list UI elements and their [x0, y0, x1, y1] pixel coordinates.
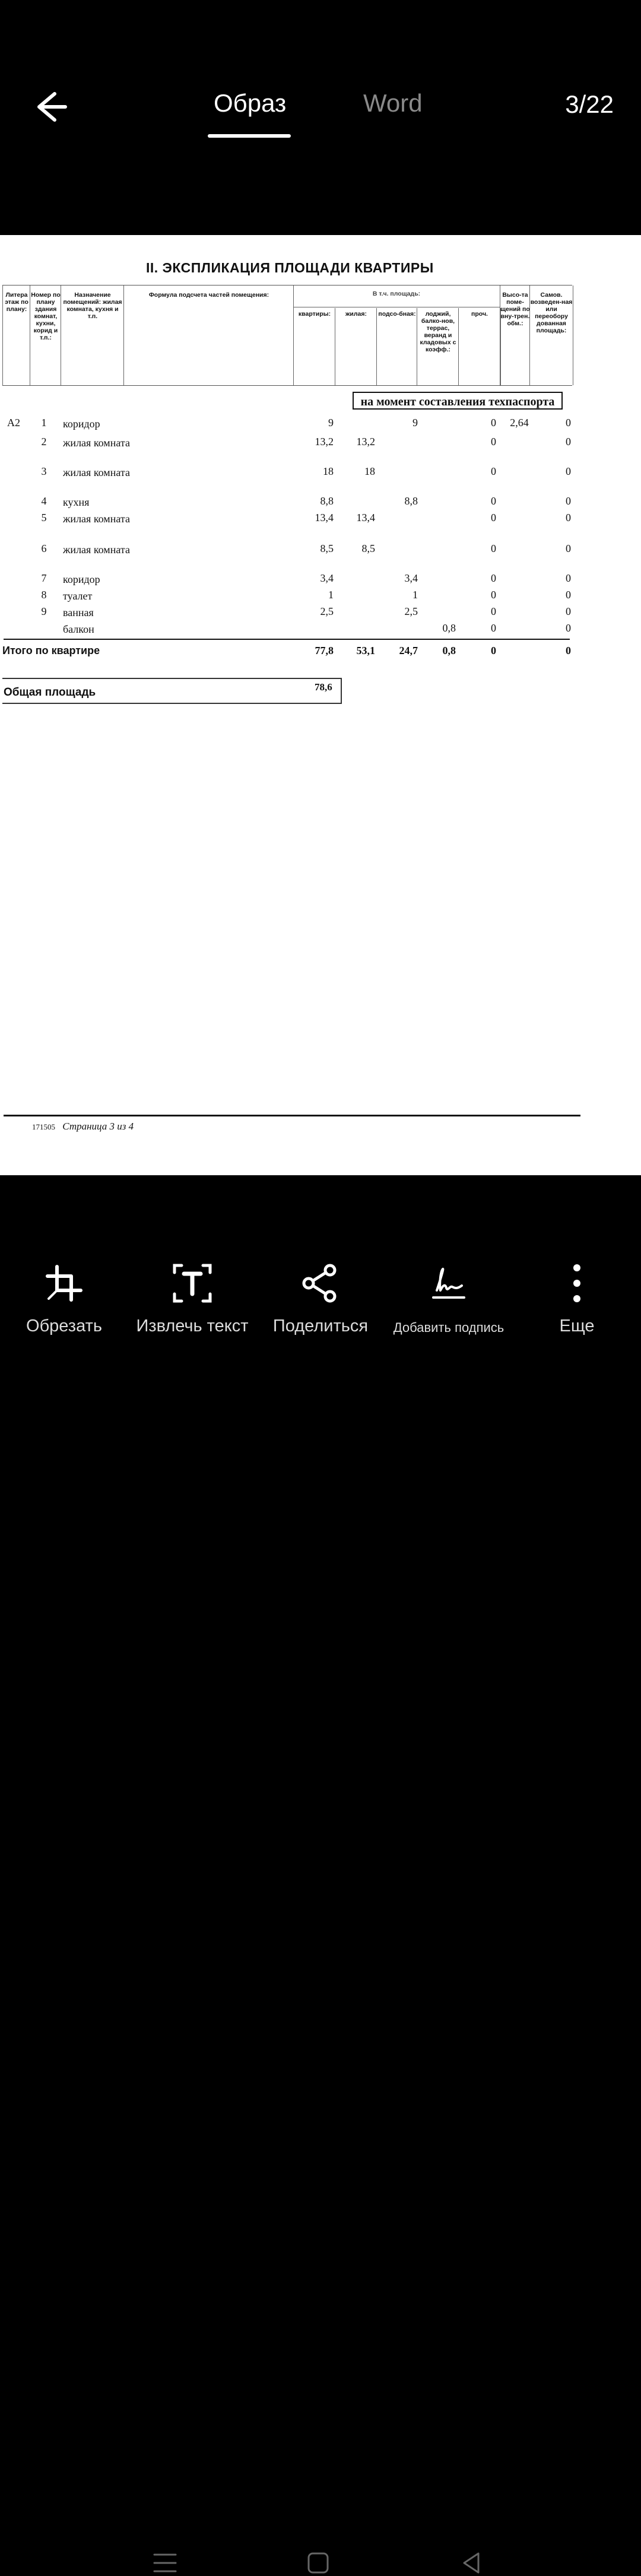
crop-button[interactable] — [0, 1262, 128, 1336]
col-other: проч. — [458, 308, 501, 385]
row-living: 18 — [364, 465, 375, 477]
table-row — [0, 572, 582, 590]
total-loggia: 0,8 — [442, 645, 456, 656]
row-area: 8,5 — [320, 543, 334, 554]
general-area-label: Общая площадь — [4, 686, 96, 699]
row-area: 3,4 — [320, 572, 334, 584]
top-bar — [0, 0, 641, 235]
row-aux: 1 — [412, 589, 418, 601]
row-litera: А2 — [7, 417, 20, 429]
back-button[interactable] — [31, 88, 69, 126]
row-name: коридор — [63, 418, 100, 430]
extract-text-button[interactable] — [128, 1262, 256, 1336]
table-header — [2, 285, 572, 386]
total-selfbuilt: 0 — [566, 645, 571, 656]
col-group-label: В т.ч. площадь: — [372, 290, 421, 297]
tab-word[interactable]: Word — [363, 89, 423, 117]
row-living: 13,2 — [356, 436, 375, 448]
footer-rule — [4, 1115, 580, 1116]
tab-image[interactable]: Образ — [214, 89, 287, 117]
row-selfbuilt: 0 — [566, 622, 571, 634]
row-area: 13,4 — [315, 512, 334, 524]
more-vertical-icon — [556, 1262, 598, 1305]
col-number: Номер по плану здания комнат, кухни, корид и т.п.: — [30, 285, 61, 385]
col-litera: Литера этаж по плану: — [2, 285, 30, 385]
col-aux: подсо-бная: — [376, 308, 417, 385]
row-selfbuilt: 0 — [566, 572, 571, 584]
row-number: 9 — [41, 605, 47, 617]
row-area: 13,2 — [315, 436, 334, 448]
row-aux: 3,4 — [404, 572, 418, 584]
row-selfbuilt: 0 — [566, 436, 571, 448]
row-other: 0 — [491, 572, 496, 584]
bottom-toolbar — [0, 1175, 641, 1432]
arrow-left-icon — [31, 88, 69, 126]
row-selfbuilt: 0 — [566, 512, 571, 524]
moment-label: на момент составления техпаспорта — [353, 392, 563, 410]
row-name: жилая комната — [63, 544, 130, 556]
document-page — [0, 235, 641, 1175]
table-row — [0, 417, 582, 434]
row-area: 18 — [323, 465, 334, 477]
back-triangle-icon[interactable] — [458, 2550, 484, 2576]
row-number: 3 — [41, 465, 47, 477]
page-footer — [32, 1121, 134, 1132]
row-name: жилая комната — [63, 437, 130, 449]
row-other: 0 — [491, 417, 496, 429]
footer-code: 171505 — [32, 1122, 55, 1131]
table-row — [0, 495, 582, 513]
col-loggia: лоджий, балко-нов, террас, веранд и кладовых с коэфф.: — [417, 308, 459, 385]
page-counter: 3/22 — [565, 90, 614, 118]
add-signature-label: Добавить подпись — [393, 1320, 504, 1335]
table-row — [0, 622, 582, 640]
row-other: 0 — [491, 495, 496, 507]
table-row — [0, 543, 582, 560]
col-height: Высо-та поме-щений по вну-трен. обм.: — [500, 285, 530, 385]
document-title: II. ЭКСПЛИКАЦИЯ ПЛОЩАДИ КВАРТИРЫ — [146, 260, 434, 275]
share-button[interactable] — [256, 1262, 385, 1336]
table-row — [0, 512, 582, 529]
row-other: 0 — [491, 605, 496, 617]
col-area: квартиры: — [293, 308, 335, 385]
row-other: 0 — [491, 436, 496, 448]
row-name: туалет — [63, 590, 93, 602]
row-selfbuilt: 0 — [566, 589, 571, 601]
row-name: балкон — [63, 623, 94, 635]
signature-icon — [427, 1262, 470, 1305]
row-area: 9 — [328, 417, 334, 429]
row-number: 2 — [41, 436, 47, 448]
row-loggia: 0,8 — [442, 622, 456, 634]
row-height: 2,64 — [510, 417, 529, 429]
total-aux: 24,7 — [399, 645, 418, 656]
table-row — [0, 436, 582, 453]
extract-text-label: Извлечь текст — [136, 1316, 249, 1335]
row-living: 8,5 — [361, 543, 375, 554]
row-number: 6 — [41, 543, 47, 554]
row-selfbuilt: 0 — [566, 543, 571, 554]
col-formula: Формула подсчета частей помещения: — [123, 285, 294, 385]
total-divider — [4, 639, 570, 640]
total-row — [2, 645, 578, 662]
active-tab-indicator — [208, 134, 291, 138]
extract-text-icon — [171, 1262, 214, 1305]
total-other: 0 — [491, 645, 496, 656]
home-icon[interactable] — [305, 2550, 331, 2576]
row-number: 8 — [41, 589, 47, 601]
row-area: 8,8 — [320, 495, 334, 507]
total-label: Итого по квартире — [2, 645, 100, 656]
col-name: Назначение помещений: жилая комната, кухня и т.п. — [61, 285, 124, 385]
row-name: жилая комната — [63, 467, 130, 478]
row-living: 13,4 — [356, 512, 375, 524]
crop-icon — [43, 1262, 85, 1305]
row-number: 4 — [41, 495, 47, 507]
row-other: 0 — [491, 589, 496, 601]
row-area: 1 — [328, 589, 334, 601]
general-area-value: 78,6 — [315, 681, 332, 693]
table-row — [0, 605, 582, 623]
total-living: 53,1 — [356, 645, 375, 656]
recent-apps-icon[interactable] — [152, 2550, 178, 2576]
add-signature-button[interactable] — [385, 1262, 513, 1335]
row-selfbuilt: 0 — [566, 465, 571, 477]
row-selfbuilt: 0 — [566, 495, 571, 507]
more-button[interactable] — [513, 1262, 641, 1336]
row-aux: 2,5 — [404, 605, 418, 617]
share-label: Поделиться — [272, 1316, 369, 1335]
row-other: 0 — [491, 543, 496, 554]
table-row — [0, 465, 582, 483]
row-name: коридор — [63, 573, 100, 585]
col-living: жилая: — [335, 308, 377, 385]
row-aux: 9 — [412, 417, 418, 429]
footer-page: Страница 3 из 4 — [62, 1121, 134, 1132]
row-number: 5 — [41, 512, 47, 524]
row-other: 0 — [491, 465, 496, 477]
general-area-box — [2, 678, 342, 704]
share-icon — [299, 1262, 342, 1305]
row-name: кухня — [63, 496, 90, 508]
more-label: Еще — [559, 1316, 595, 1335]
row-name: ванная — [63, 607, 94, 618]
row-area: 2,5 — [320, 605, 334, 617]
row-number: 1 — [41, 417, 47, 429]
table-row — [0, 589, 582, 607]
row-selfbuilt: 0 — [566, 605, 571, 617]
crop-label: Обрезать — [26, 1316, 102, 1335]
col-selfbuilt: Самов. возведен-ная или переобору дованная площадь: — [529, 285, 573, 385]
row-selfbuilt: 0 — [566, 417, 571, 429]
total-area: 77,8 — [315, 645, 334, 656]
row-number: 7 — [41, 572, 47, 584]
row-other: 0 — [491, 622, 496, 634]
row-other: 0 — [491, 512, 496, 524]
row-name: жилая комната — [63, 513, 130, 525]
row-aux: 8,8 — [404, 495, 418, 507]
